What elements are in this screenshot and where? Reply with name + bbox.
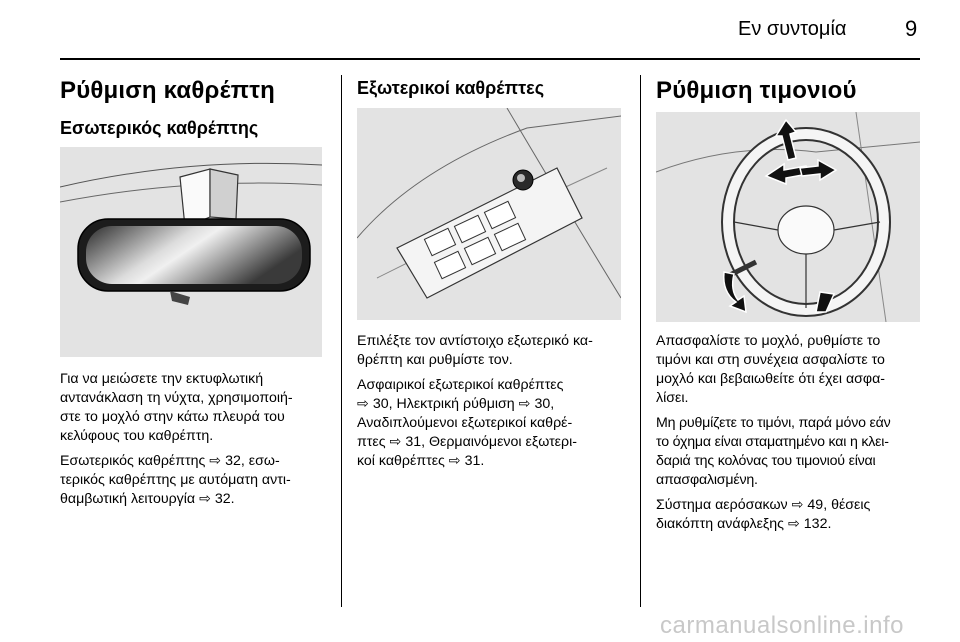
paragraph-interior-mirror-refs	[60, 452, 328, 509]
exterior-mirror-switch-illustration	[357, 108, 621, 320]
text-line: θαμβωτική λειτουργία ⇨ 32.	[60, 491, 235, 507]
text-line: Μη ρυθμίζετε το τιμόνι, παρά μόνο εάν	[656, 415, 891, 431]
paragraph-unlock-lever	[656, 332, 924, 408]
text-line: απασφαλισμένη.	[656, 472, 758, 488]
column-steering-text	[656, 332, 924, 534]
column-mirror-text	[60, 370, 328, 509]
text-line: Αναδιπλούμενοι εξωτερικοί καθρέ-	[357, 415, 573, 431]
text-line: Εσωτερικός καθρέπτης ⇨ 32, εσω-	[60, 453, 280, 469]
watermark: carmanualsonline.info	[660, 612, 904, 639]
heading-steering-adjust: Ρύθμιση τιμονιού	[656, 77, 857, 104]
subheading-exterior-mirrors: Εξωτερικοί καθρέπτες	[357, 78, 545, 98]
paragraph-warning	[656, 414, 924, 490]
header-divider	[60, 58, 920, 60]
text-line: ⇨ 30, Ηλεκτρική ρύθμιση ⇨ 30,	[357, 396, 555, 412]
text-line: τιμόνι και στη συνέχεια ασφαλίστε το	[656, 352, 885, 368]
text-line: στε το μοχλό στην κάτω πλευρά του	[60, 409, 285, 425]
text-line: αντανάκλαση τη νύχτα, χρησιμοποιή-	[60, 390, 293, 406]
column-exterior-text	[357, 332, 627, 471]
page-number: 9	[905, 16, 918, 41]
section-title: Εν συντομία	[738, 18, 847, 40]
column-steering-adjust	[656, 76, 924, 106]
heading-mirror-adjust: Ρύθμιση καθρέπτη	[60, 77, 275, 104]
text-line: λίσει.	[656, 390, 689, 406]
paragraph-exterior-mirror-refs	[357, 376, 627, 471]
text-line: Απασφαλίστε το μοχλό, ρυθμίστε το	[656, 333, 881, 349]
steering-wheel-illustration	[656, 112, 920, 322]
subheading-interior-mirror: Εσωτερικός καθρέπτης	[60, 118, 259, 138]
text-line: τερικός καθρέπτης με αυτόματη αντι-	[60, 472, 291, 488]
paragraph-steering-refs	[656, 496, 924, 534]
text-line: Ασφαιρικοί εξωτερικοί καθρέπτες	[357, 377, 564, 393]
text-line: Επιλέξτε τον αντίστοιχο εξωτερικό κα-	[357, 333, 593, 349]
paragraph-select-mirror	[357, 332, 627, 370]
column-divider-2	[640, 75, 641, 607]
column-exterior-mirrors	[357, 76, 627, 100]
text-line: κοί καθρέπτες ⇨ 31.	[357, 453, 485, 469]
paragraph-dimming	[60, 370, 328, 446]
text-line: διακόπτη ανάφλεξης ⇨ 132.	[656, 516, 832, 532]
text-line: δαριά της κολόνας του τιμονιού είναι	[656, 453, 876, 469]
interior-mirror-illustration	[60, 147, 322, 357]
text-line: πτες ⇨ 31, Θερμαινόμενοι εξωτερι-	[357, 434, 577, 450]
text-line: θρέπτη και ρυθμίστε τον.	[357, 352, 513, 368]
text-line: Σύστημα αερόσακων ⇨ 49, θέσεις	[656, 497, 871, 513]
page-header	[0, 0, 960, 60]
column-mirror-adjust	[60, 76, 328, 140]
text-line: Για να μειώσετε την εκτυφλωτική	[60, 371, 264, 387]
text-line: κελύφους του καθρέπτη.	[60, 428, 214, 444]
text-line: το όχημα είναι σταματημένο και η κλει-	[656, 434, 889, 450]
text-line: μοχλό και βεβαιωθείτε ότι έχει ασφα-	[656, 371, 886, 387]
column-divider-1	[341, 75, 342, 607]
